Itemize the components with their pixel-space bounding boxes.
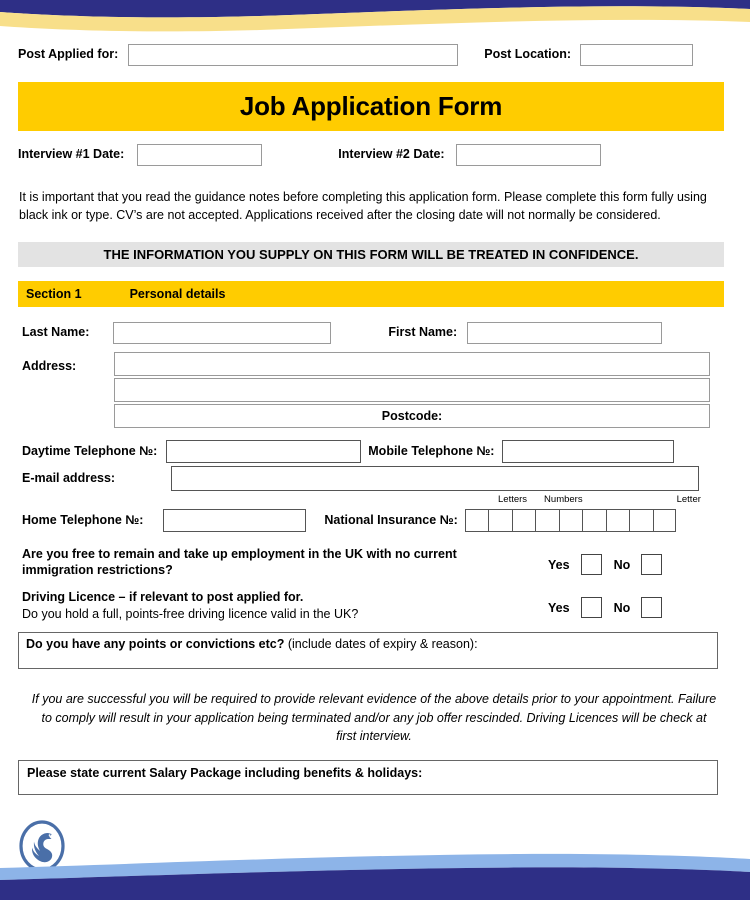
confidence-notice-bar xyxy=(18,242,724,267)
last-name-input[interactable] xyxy=(113,322,331,344)
convictions-input[interactable] xyxy=(18,632,718,669)
driving-licence-subtext: Do you hold a full, points-free driving licence valid in the UK? xyxy=(22,606,359,621)
ni-cell[interactable] xyxy=(653,509,677,532)
national-insurance-headers xyxy=(498,494,712,505)
address-line2-input[interactable] xyxy=(114,378,710,402)
ni-cell[interactable] xyxy=(606,509,630,532)
driving-licence-no-checkbox[interactable] xyxy=(641,597,662,618)
ni-cell[interactable] xyxy=(559,509,583,532)
interview2-date-input[interactable] xyxy=(456,144,601,166)
last-name-label: Last Name: xyxy=(22,325,90,340)
daytime-mobile-row xyxy=(22,440,722,463)
ni-cell[interactable] xyxy=(582,509,606,532)
daytime-telephone-label: Daytime Telephone №: xyxy=(22,443,158,458)
immigration-no-checkbox[interactable] xyxy=(641,554,662,575)
driving-licence-no-label: No xyxy=(613,600,631,615)
post-applied-row xyxy=(18,44,732,66)
address-fields xyxy=(114,352,710,428)
email-row xyxy=(22,466,722,491)
postcode-label: Postcode: xyxy=(381,409,443,423)
ni-header-letter: Letter xyxy=(676,494,701,505)
post-applied-input[interactable] xyxy=(128,44,458,66)
immigration-no-label: No xyxy=(613,557,631,572)
address-line1-input[interactable] xyxy=(114,352,710,376)
ni-cell[interactable] xyxy=(512,509,536,532)
ni-cell[interactable] xyxy=(488,509,512,532)
interview2-label: Interview #2 Date: xyxy=(338,147,445,162)
mobile-telephone-label: Mobile Telephone №: xyxy=(368,443,495,458)
convictions-label xyxy=(26,637,717,651)
page-title: Job Application Form xyxy=(239,91,503,121)
salary-package-input[interactable] xyxy=(18,760,718,795)
first-name-label: First Name: xyxy=(388,325,458,340)
evidence-note: If you are successful you will be required to provide relevant evidence of the above details prior to your appointment. Failure to comply will result in your application being terminated and/or any job offer rescinded. Driving Licences will be check at first interview. xyxy=(31,692,717,743)
ni-cell[interactable] xyxy=(629,509,653,532)
name-row xyxy=(22,322,722,344)
address-label: Address: xyxy=(22,359,77,373)
daytime-telephone-input[interactable] xyxy=(166,440,361,463)
driving-licence-heading: Driving Licence – if relevant to post applied for. xyxy=(22,590,304,604)
intro-paragraph: It is important that you read the guidance notes before completing this application form. Please complete this form fully using black ink or type. CV’s are not accepted. Applications received after the closing date will not normally be considered. xyxy=(19,190,707,223)
post-location-label: Post Location: xyxy=(484,47,572,62)
form-title-bar xyxy=(18,82,724,131)
driving-licence-question-text xyxy=(22,589,522,623)
interview1-date-input[interactable] xyxy=(137,144,262,166)
convictions-label-regular: (include dates of expiry & reason): xyxy=(284,637,478,651)
immigration-yesno-group xyxy=(548,546,662,575)
post-applied-label: Post Applied for: xyxy=(18,47,119,62)
ni-cell[interactable] xyxy=(535,509,559,532)
immigration-yes-checkbox[interactable] xyxy=(581,554,602,575)
mobile-telephone-input[interactable] xyxy=(502,440,674,463)
section-number: Section 1 xyxy=(26,287,82,301)
immigration-question-text: Are you free to remain and take up employment in the UK with no current immigration restrictions? xyxy=(22,547,457,578)
ni-header-letters: Letters xyxy=(498,494,528,505)
section-title: Personal details xyxy=(129,287,226,301)
national-insurance-cells xyxy=(465,509,677,532)
home-telephone-ni-row xyxy=(22,509,722,532)
post-location-input[interactable] xyxy=(580,44,693,66)
home-telephone-input[interactable] xyxy=(163,509,306,532)
interview-dates-row xyxy=(18,144,732,166)
driving-licence-yesno-group xyxy=(548,589,662,618)
home-telephone-label: Home Telephone №: xyxy=(22,512,144,527)
swan-logo-icon xyxy=(18,820,66,872)
email-label: E-mail address: xyxy=(22,470,116,485)
national-insurance-label: National Insurance №: xyxy=(324,512,458,527)
driving-licence-yes-checkbox[interactable] xyxy=(581,597,602,618)
postcode-input[interactable] xyxy=(114,404,710,428)
confidence-notice-text: THE INFORMATION YOU SUPPLY ON THIS FORM WILL BE TREATED IN CONFIDENCE. xyxy=(103,247,639,262)
driving-licence-yes-label: Yes xyxy=(548,600,570,615)
interview1-label: Interview #1 Date: xyxy=(18,147,125,162)
driving-licence-question-row xyxy=(22,589,722,623)
ni-cell[interactable] xyxy=(465,509,489,532)
salary-package-label: Please state current Salary Package including benefits & holidays: xyxy=(27,766,423,780)
first-name-input[interactable] xyxy=(467,322,662,344)
email-input[interactable] xyxy=(171,466,699,491)
section-1-header xyxy=(18,281,724,307)
convictions-label-bold: Do you have any points or convictions etc? xyxy=(26,637,285,651)
ni-header-numbers: Numbers xyxy=(544,494,583,505)
immigration-question-row xyxy=(22,546,722,579)
immigration-yes-label: Yes xyxy=(548,557,570,572)
